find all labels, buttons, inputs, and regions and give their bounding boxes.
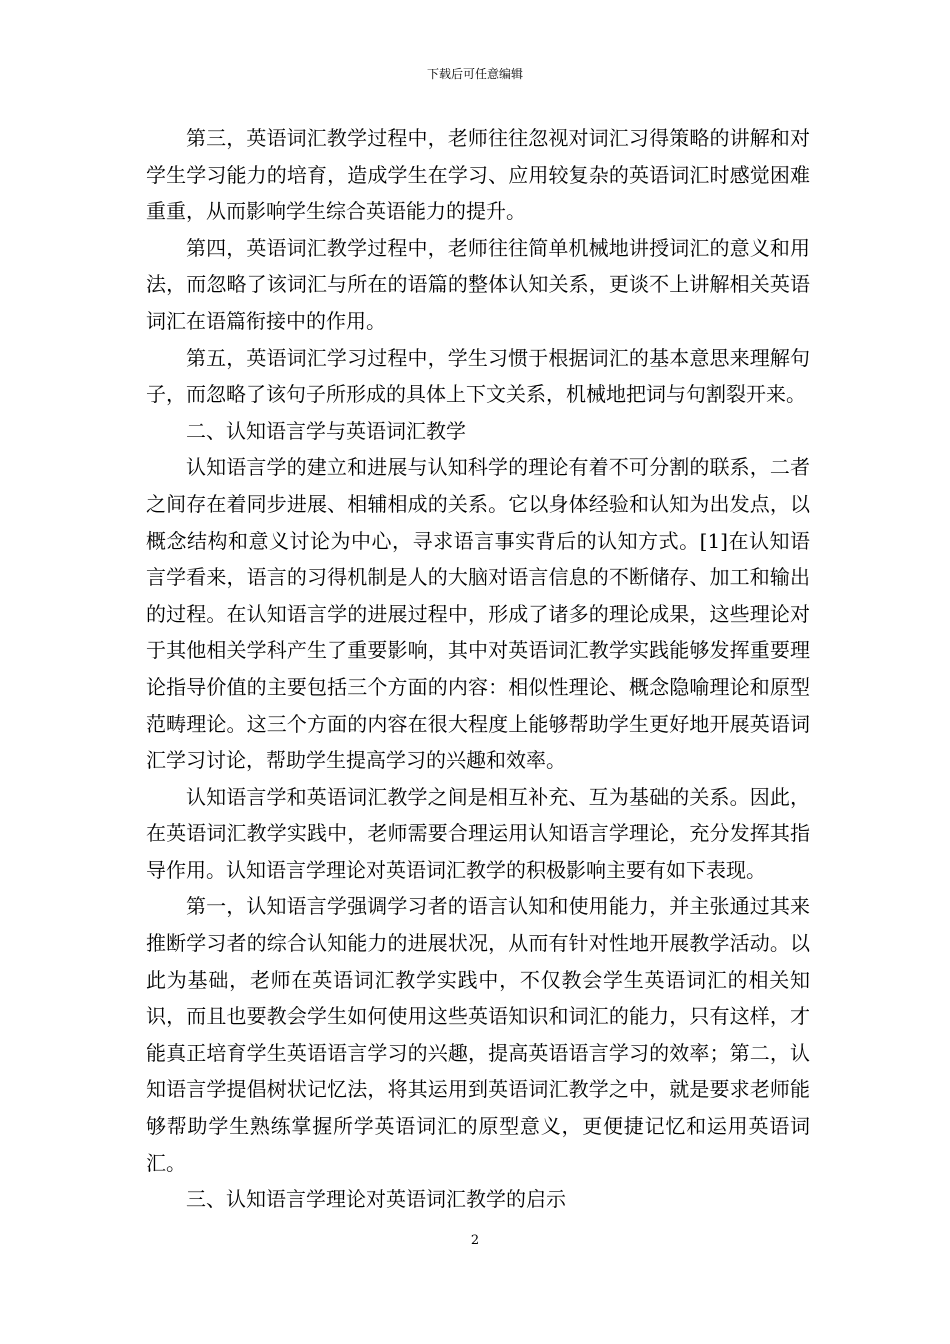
paragraph-first-second-effects: 第一，认知语言学强调学习者的语言认知和使用能力，并主张通过其来推断学习者的综合认知能力的进展状况，从而有针对性地开展教学活动。以此为基础，老师在英语词汇教学实践中，不仅教会学生英语词汇的相关知识，而且也要教会学生如何使用这些英语知识和词汇的能力，只有这样，才能真正培育学生英语语言学习的兴趣，提高英语语言学习的效率；第二，认知语言学提倡树状记忆法，将其运用到英语词汇教学之中，就是要求老师能够帮助学生熟练掌握所学英语词汇的原型意义，更便捷记忆和运用英语词汇。 — [146, 894, 810, 1175]
section-heading-two: 二、认知语言学与英语词汇教学 — [186, 418, 466, 443]
paragraph-fifth-point: 第五，英语词汇学习过程中，学生习惯于根据词汇的基本意思来理解句子，而忽略了该句子所形成的具体上下文关系，机械地把词与句割裂开来。 — [146, 345, 810, 407]
paragraph-third-point: 第三，英语词汇教学过程中，老师往往忽视对词汇习得策略的讲解和对学生学习能力的培育，造成学生在学习、应用较复杂的英语词汇时感觉困难重重，从而影响学生综合英语能力的提升。 — [146, 126, 810, 224]
paragraph-cognitive-linguistics-intro: 认知语言学的建立和进展与认知科学的理论有着不可分割的联系，二者之间存在着同步进展、相辅相成的关系。它以身体经验和认知为出发点，以概念结构和意义讨论为中心，寻求语言事实背后的认知方式。[1]在认知语言学看来，语言的习得机制是人的大脑对语言信息的不断储存、加工和输出的过程。在认知语言学的进展过程中，形成了诸多的理论成果，这些理论对于其他相关学科产生了重要影响，其中对英语词汇教学实践能够发挥重要理论指导价值的主要包括三个方面的内容：相似性理论、概念隐喻理论和原型范畴理论。这三个方面的内容在很大程度上能够帮助学生更好地开展英语词汇学习讨论，帮助学生提高学习的兴趣和效率。 — [146, 455, 810, 773]
section-heading-three: 三、认知语言学理论对英语词汇教学的启示 — [186, 1187, 566, 1212]
document-body — [146, 120, 810, 1218]
paragraph-relationship: 认知语言学和英语词汇教学之间是相互补充、互为基础的关系。因此，在英语词汇教学实践中，老师需要合理运用认知语言学理论，充分发挥其指导作用。认知语言学理论对英语词汇教学的积极影响主要有如下表现。 — [146, 784, 810, 882]
page-header: 下载后可任意编辑 — [426, 67, 523, 81]
paragraph-fourth-point: 第四，英语词汇教学过程中，老师往往简单机械地讲授词汇的意义和用法，而忽略了该词汇与所在的语篇的整体认知关系，更谈不上讲解相关英语词汇在语篇衔接中的作用。 — [146, 235, 810, 333]
page-number: 2 — [470, 1233, 480, 1248]
